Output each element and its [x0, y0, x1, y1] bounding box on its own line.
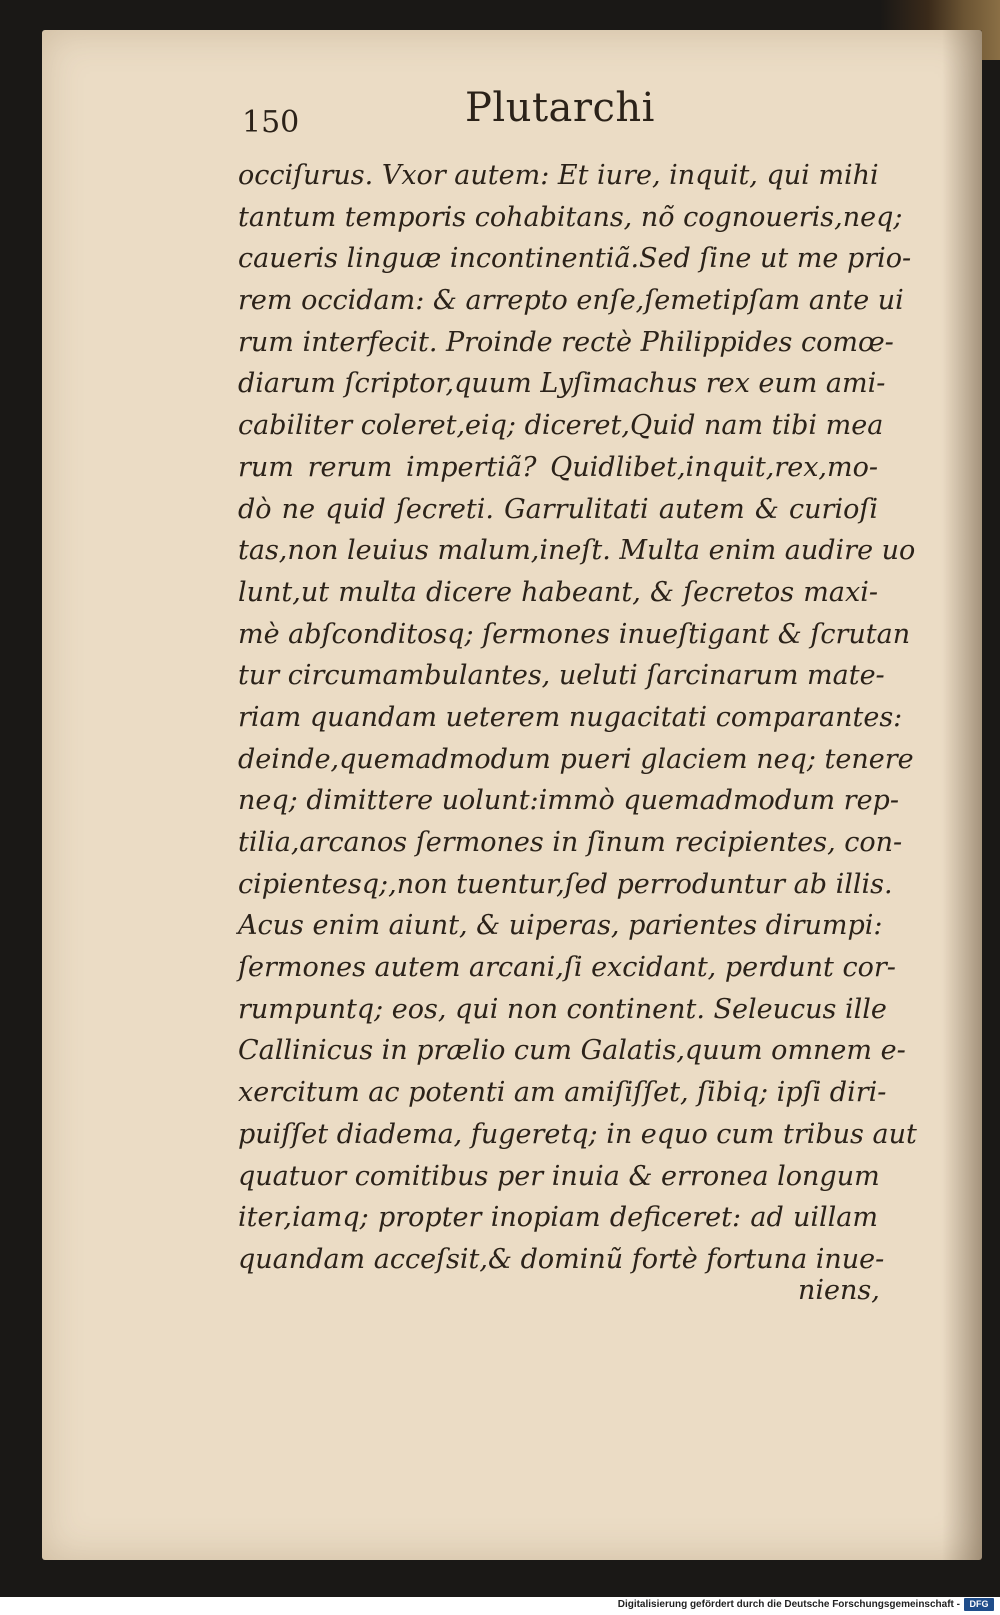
catchword: niens,	[798, 1275, 880, 1306]
text-line: lunt,ut multa dicere habeant, & ſecretos maxi-	[238, 576, 878, 608]
text-line: caueris linguæ incontinentiã.Sed ſine ut me prio-	[238, 243, 912, 275]
text-line: rumpuntq; eos, qui non continent. Seleucus ille	[238, 993, 887, 1025]
text-line: cabiliter coleret,eiq; diceret,Quid nam tibi mea	[238, 410, 884, 442]
text-line: quatuor comitibus per inuia & erronea longum	[238, 1160, 880, 1192]
text-line: rum rerum impertiã? Quidlibet,inquit,rex,mo-	[238, 451, 878, 483]
text-line: xercitum ac potenti am amiſiſſet, ſibiq; ipſi diri-	[238, 1077, 887, 1109]
body-text	[238, 155, 917, 1281]
text-line: mè abſconditosq; ſermones inueſtigant & ſcrutan	[238, 618, 911, 650]
text-line: riam quandam ueterem nugacitati comparantes:	[238, 701, 903, 733]
text-line: Callinicus in prælio cum Galatis,quum omnem e-	[238, 1035, 906, 1067]
text-line: neq; dimittere uolunt:immò quemadmodum rep-	[238, 785, 899, 817]
text-line: tur circumambulantes, ueluti ſarcinarum mate-	[238, 660, 885, 692]
text-line: iter,iamq; propter inopiam deficeret: ad uillam	[238, 1202, 878, 1234]
running-head: Plutarchi	[465, 85, 655, 131]
footer-credit: Digitalisierung gefördert durch die Deutsche Forschungsgemeinschaft -	[617, 1599, 960, 1610]
text-line: dò ne quid ſecreti. Garrulitati autem & curioſi	[238, 493, 878, 525]
text-line: Acus enim aiunt, & uiperas, parientes dirumpi:	[238, 910, 883, 942]
text-line: occiſurus. Vxor autem: Et iure, inquit, qui mihi	[238, 160, 879, 191]
page-header	[242, 85, 702, 145]
text-line: cipientesq;,non tuentur,ſed perroduntur ab illis.	[238, 868, 893, 900]
text-line: puiſſet diadema, fugeretq; in equo cum tribus aut	[238, 1118, 917, 1150]
text-line: rem occidam: & arrepto enſe,ſemetipſam ante ui	[238, 285, 904, 317]
text-line: ſermones autem arcani,ſi excidant, perdunt cor-	[238, 952, 896, 984]
text-line: quandam acceſsit,& dominũ fortè fortuna inue-	[238, 1243, 885, 1275]
dfg-logo[interactable]: DFG	[964, 1598, 994, 1611]
text-line: diarum ſcriptor,quum Lyſimachus rex eum ami-	[238, 368, 886, 400]
page-number: 150	[242, 105, 300, 140]
page-gutter-shadow	[942, 30, 982, 1560]
text-line: tilia,arcanos ſermones in ſinum recipientes, con-	[238, 827, 903, 858]
text-line: tantum temporis cohabitans, nõ cognoueris,neq;	[238, 201, 903, 233]
text-line: tas,non leuius malum,ineſt. Multa enim audire uo	[238, 535, 916, 567]
text-line: rum interfecit. Proinde rectè Philippides comœ-	[238, 326, 894, 358]
text-line: deinde,quemadmodum pueri glaciem neq; tenere	[238, 743, 914, 775]
